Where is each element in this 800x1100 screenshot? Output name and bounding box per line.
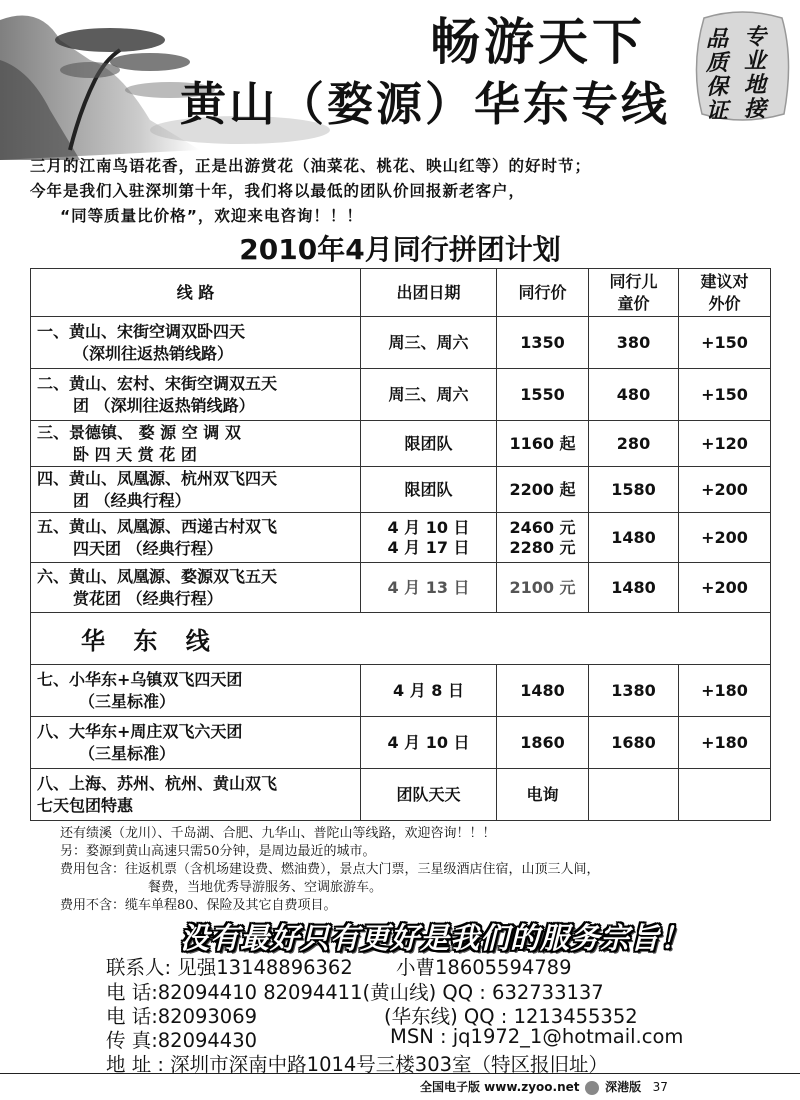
- seal-char: 专: [744, 24, 767, 50]
- route-line: 四、黄山、凤凰源、杭州双飞四天: [37, 468, 278, 488]
- date-line: 4 月 10 日: [387, 517, 470, 537]
- contact-phone-1: 电 话:82094410 82094411(黄山线) QQ : 632733137: [106, 981, 604, 1004]
- route-cell: [31, 769, 361, 821]
- child-price-cell: 1580: [589, 467, 679, 513]
- child-price-cell: [589, 769, 679, 821]
- route-line: （三星标准）: [79, 743, 176, 763]
- route-cell: [31, 665, 361, 717]
- header-price: 同行价: [497, 269, 589, 317]
- header-route: 线 路: [31, 269, 361, 317]
- route-line: 团 （深圳往返热销线路）: [73, 395, 255, 415]
- price-cell: 1160 起: [497, 421, 589, 467]
- date-cell: 4 月 10 日: [361, 717, 497, 769]
- contact-phone-2: 电 话:82093069: [106, 1005, 258, 1028]
- table-row: [31, 421, 771, 467]
- contact-person-2: 小曹18605594789: [396, 956, 572, 979]
- intro-line: 三月的江南鸟语花香，正是出游赏花（油菜花、桃花、映山红等）的好时节；: [30, 157, 592, 175]
- child-price-cell: 280: [589, 421, 679, 467]
- headline-subtitle: 黄山（婺源）华东专线: [180, 77, 670, 131]
- table-row: [31, 665, 771, 717]
- price-cell: 电询: [497, 769, 589, 821]
- table-row: [31, 467, 771, 513]
- section-label-huadong: 华 东 线: [31, 613, 771, 665]
- note-line: 费用不含：缆车单程80、保险及其它自费项目。: [60, 898, 337, 913]
- route-line: 三、景德镇、 婺 源 空 调 双: [37, 422, 241, 442]
- seal-char: 质: [706, 50, 729, 76]
- price-line: 2280 元: [509, 537, 576, 557]
- footer-divider: [0, 1073, 800, 1074]
- note-line: 另：婺源到黄山高速只需50分钟，是周边最近的城市。: [60, 844, 376, 859]
- route-cell: [31, 717, 361, 769]
- header-date: 出团日期: [361, 269, 497, 317]
- price-cell: 1480: [497, 665, 589, 717]
- table-row: [31, 513, 771, 563]
- date-cell: [361, 513, 497, 563]
- price-cell: 1350: [497, 317, 589, 369]
- route-line: 七天包团特惠: [37, 795, 134, 815]
- seal-char: 品: [706, 26, 729, 52]
- route-cell: [31, 317, 361, 369]
- intro-line: 今年是我们入驻深圳第十年，我们将以最低的团队价回报新老客户，: [30, 182, 526, 200]
- seal-char: 保: [706, 74, 729, 100]
- header-retail-price: [679, 269, 771, 317]
- route-line: 六、黄山、凤凰源、婺源双飞五天: [37, 566, 278, 586]
- table-row: [31, 317, 771, 369]
- brand-logo-icon: [585, 1081, 599, 1095]
- header-child-price: [589, 269, 679, 317]
- route-line: 五、黄山、凤凰源、西递古村双飞: [37, 516, 278, 536]
- page-number: 37: [652, 1080, 668, 1094]
- retail-price-cell: +180: [679, 665, 771, 717]
- retail-price-cell: +120: [679, 421, 771, 467]
- retail-price-cell: [679, 769, 771, 821]
- table-row: [31, 369, 771, 421]
- tour-plan-table: [30, 268, 771, 821]
- price-cell: 1860: [497, 717, 589, 769]
- retail-price-cell: +200: [679, 513, 771, 563]
- table-row: [31, 563, 771, 613]
- header-retail-line: 外价: [708, 293, 741, 313]
- footer-site: 全国电子版 www.zyoo.net: [420, 1080, 580, 1094]
- service-slogan: 没有最好只有更好是我们的服务宗旨！: [180, 921, 691, 955]
- table-header-row: [31, 269, 771, 317]
- retail-price-cell: +150: [679, 369, 771, 421]
- contact-person: 联系人: 见强13148896362: [106, 956, 353, 979]
- route-cell: [31, 563, 361, 613]
- header-child-line: 同行儿: [609, 271, 658, 291]
- footer-edition: 深港版: [605, 1080, 642, 1094]
- route-cell: [31, 421, 361, 467]
- route-line: 八、上海、苏州、杭州、黄山双飞: [37, 773, 278, 793]
- note-line: 还有绩溪（龙川）、千岛湖、合肥、九华山、普陀山等线路，欢迎咨询！！！: [60, 826, 496, 841]
- contact-fax: 传 真:82094430: [106, 1029, 258, 1052]
- route-line: 赏花团 （经典行程）: [73, 588, 223, 608]
- date-cell: 4 月 8 日: [361, 665, 497, 717]
- route-line: 一、黄山、宋街空调双卧四天: [37, 321, 246, 341]
- route-line: （三星标准）: [79, 691, 176, 711]
- header-retail-line: 建议对: [700, 271, 749, 291]
- child-price-cell: 1680: [589, 717, 679, 769]
- section-row: [31, 613, 771, 665]
- route-line: 四天团 （经典行程）: [73, 538, 223, 558]
- retail-price-cell: +180: [679, 717, 771, 769]
- retail-price-cell: +150: [679, 317, 771, 369]
- date-cell: 周三、周六: [361, 369, 497, 421]
- price-cell: [497, 513, 589, 563]
- child-price-cell: 380: [589, 317, 679, 369]
- date-cell: 限团队: [361, 467, 497, 513]
- note-line: 餐费，当地优秀导游服务、空调旅游车。: [148, 880, 383, 895]
- child-price-cell: 1480: [589, 513, 679, 563]
- date-cell: 限团队: [361, 421, 497, 467]
- child-price-cell: 480: [589, 369, 679, 421]
- child-price-cell: 1480: [589, 563, 679, 613]
- table-row: [31, 717, 771, 769]
- headline-title: 畅游天下: [430, 13, 646, 71]
- seal-char: 业: [744, 48, 767, 74]
- date-line: 4 月 17 日: [387, 537, 470, 557]
- date-cell: 团队天天: [361, 769, 497, 821]
- price-cell: 2200 起: [497, 467, 589, 513]
- date-cell: 4 月 13 日: [361, 563, 497, 613]
- note-line: 费用包含：往返机票（含机场建设费、燃油费），景点大门票，三星级酒店住宿，山顶三人间，: [60, 862, 600, 877]
- intro-line: “同等质量比价格”，欢迎来电咨询！！！: [60, 207, 363, 225]
- contact-qq-2: (华东线) QQ : 1213455352: [384, 1005, 638, 1028]
- route-line: 八、大华东+周庄双飞六天团: [37, 721, 243, 741]
- retail-price-cell: +200: [679, 467, 771, 513]
- route-line: 卧 四 天 赏 花 团: [73, 444, 197, 464]
- header-child-line: 童价: [617, 293, 650, 313]
- contact-msn: MSN : jq1972_1@hotmail.com: [390, 1025, 684, 1048]
- price-line: 2460 元: [509, 517, 576, 537]
- price-cell: 1550: [497, 369, 589, 421]
- contact-address: 地 址 : 深圳市深南中路1014号三楼303室（特区报旧址）: [106, 1053, 609, 1076]
- route-cell: [31, 467, 361, 513]
- quality-seal: [692, 10, 792, 122]
- date-cell: 周三、周六: [361, 317, 497, 369]
- plan-title: 2010年4月同行拼团计划: [239, 233, 561, 266]
- route-line: 团 （经典行程）: [73, 490, 191, 510]
- table-row: [31, 769, 771, 821]
- seal-char: 证: [706, 98, 729, 124]
- seal-char: 接: [744, 96, 767, 122]
- route-line: （深圳往返热销线路）: [73, 343, 234, 363]
- seal-char: 地: [744, 72, 767, 98]
- route-cell: [31, 513, 361, 563]
- retail-price-cell: +200: [679, 563, 771, 613]
- page-footer: [420, 1078, 668, 1095]
- child-price-cell: 1380: [589, 665, 679, 717]
- route-line: 二、黄山、宏村、宋街空调双五天: [37, 373, 278, 393]
- price-cell: 2100 元: [497, 563, 589, 613]
- route-cell: [31, 369, 361, 421]
- route-line: 七、小华东+乌镇双飞四天团: [37, 669, 243, 689]
